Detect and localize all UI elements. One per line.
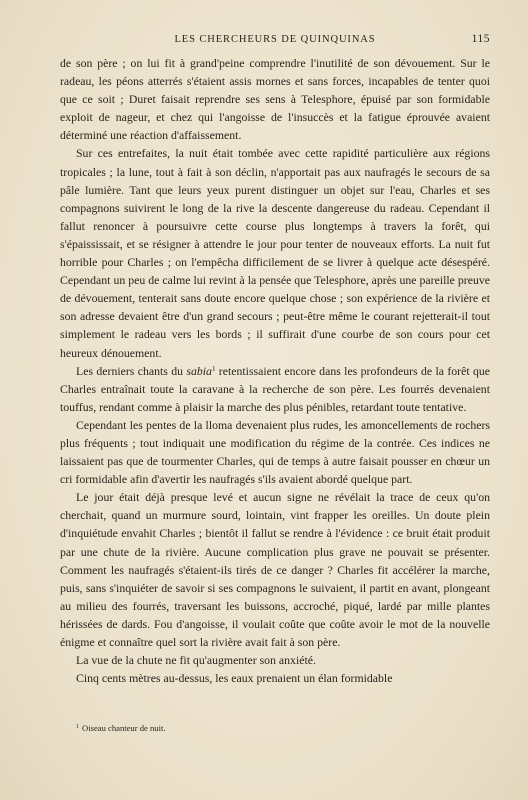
footnote-marker: 1 bbox=[76, 724, 79, 730]
paragraph bbox=[60, 416, 490, 488]
paragraph bbox=[60, 54, 490, 144]
running-title: LES CHERCHEURS DE QUINQUINAS bbox=[174, 34, 376, 45]
paragraph-text: Cependant les pentes de la lloma devenaient plus rudes, les amoncellements de rochers plus fréquents ; tout indiquait une modification du régime de la contrée. Ces indices ne laissaient pas que de tourmenter Charles, qui de temps à autre faisait pousser en chœur un cri formidable afin d'avertir les naufragés s'ils avaient abordé quelque part. bbox=[60, 417, 490, 487]
paragraph bbox=[60, 488, 490, 651]
footnote-text: Oiseau chanteur de nuit. bbox=[82, 723, 166, 733]
italic-term: sabia bbox=[186, 363, 212, 378]
paragraph-text: de son père ; on lui fit à grand'peine comprendre l'inutilité de son dévouement. Sur le radeau, les péons atterrés s'étaient assis mornes et sans forces, incapables de tenter quoi que ce soit ; Duret faisait reprendre ses sens à Telesphore, épuisé par son formidable exploit de nageur, et chez qui l'angoisse de l'insuccès et la fatigue éprouvée avaient déterminé une réaction d'affaissement. bbox=[60, 56, 490, 143]
paragraph-text: retentissaient encore dans les profondeurs de la forêt que Charles entraînait toute la caravane à la recherche de son père. Les fourrés devenaient touffus, rendant comme à plaisir la marche des plus pénibles, retardant toute tentative. bbox=[60, 363, 490, 414]
page-number: 115 bbox=[471, 33, 490, 45]
paragraph bbox=[60, 362, 490, 416]
paragraph-text: Cinq cents mètres au-dessus, les eaux prenaient un élan formidable bbox=[76, 671, 393, 686]
paragraph bbox=[60, 144, 490, 361]
body-text bbox=[60, 54, 490, 687]
paragraph-text: La vue de la chute ne fit qu'augmenter son anxiété. bbox=[76, 653, 316, 668]
footnote-reference: 1 bbox=[211, 364, 216, 373]
paragraph-text: Sur ces entrefaites, la nuit était tombée avec cette rapidité particulière aux régions tropicales ; la lune, tout à fait à son déclin, n'apportait pas aux naufragés le secours de sa pâle lumière. Tant que leurs yeux purent distinguer un objet sur l'eau, Charles et ses compagnons suivirent le long de la rive la descente dangereuse du radeau. Cependant il fallut renoncer à poursuivre cette course plus longtemps à travers la forêt, qui s'épaississait, et se résigner à attendre le jour pour tenter de nouveaux efforts. La nuit fut horrible pour Charles ; on l'empêcha difficilement de se livrer à quelque acte désespéré. Cependant un peu de calme lui revint à la pensée que Telesphore, après une pareille preuve de dévouement, tenterait sans doute encore quelque chose ; son expérience de la rivière et son adresse devaient être d'un grand secours ; peut-être même le courant rejetterait-il tout simplement le radeau vers les bords ; il suffirait d'une courbe de son cours pour cet heureux dénouement. bbox=[60, 146, 490, 360]
paragraph bbox=[60, 651, 490, 669]
footnote bbox=[76, 723, 166, 733]
paragraph-text: Le jour était déjà presque levé et aucun signe ne révélait la trace de ceux qu'on cherchait, quand un murmure sourd, lointain, vint frapper les oreilles. Un doute plein d'inquiétude envahit Charles ; bientôt il fallut se rendre à l'évidence : ce bruit était produit par une chute de la rivière. Aucune complication plus grave ne pouvait se présenter. Comment les naufragés s'étaient-ils tirés de ce danger ? Charles fit accélérer la marche, puis, sans s'inquiéter de savoir si ses compagnons le suivaient, il partit en avant, plongeant au milieu des fourrés, traversant les buissons, accroché, piqué, lardé par mille plantes hérissées de dards. Fou d'angoisse, il voulait coûte que coûte avoir le mot de la nouvelle énigme et connaître quel sort la rivière avait fait à son père. bbox=[60, 490, 490, 649]
running-head bbox=[60, 34, 490, 48]
paragraph bbox=[60, 669, 490, 687]
paragraph-text: Les derniers chants du bbox=[76, 363, 187, 378]
